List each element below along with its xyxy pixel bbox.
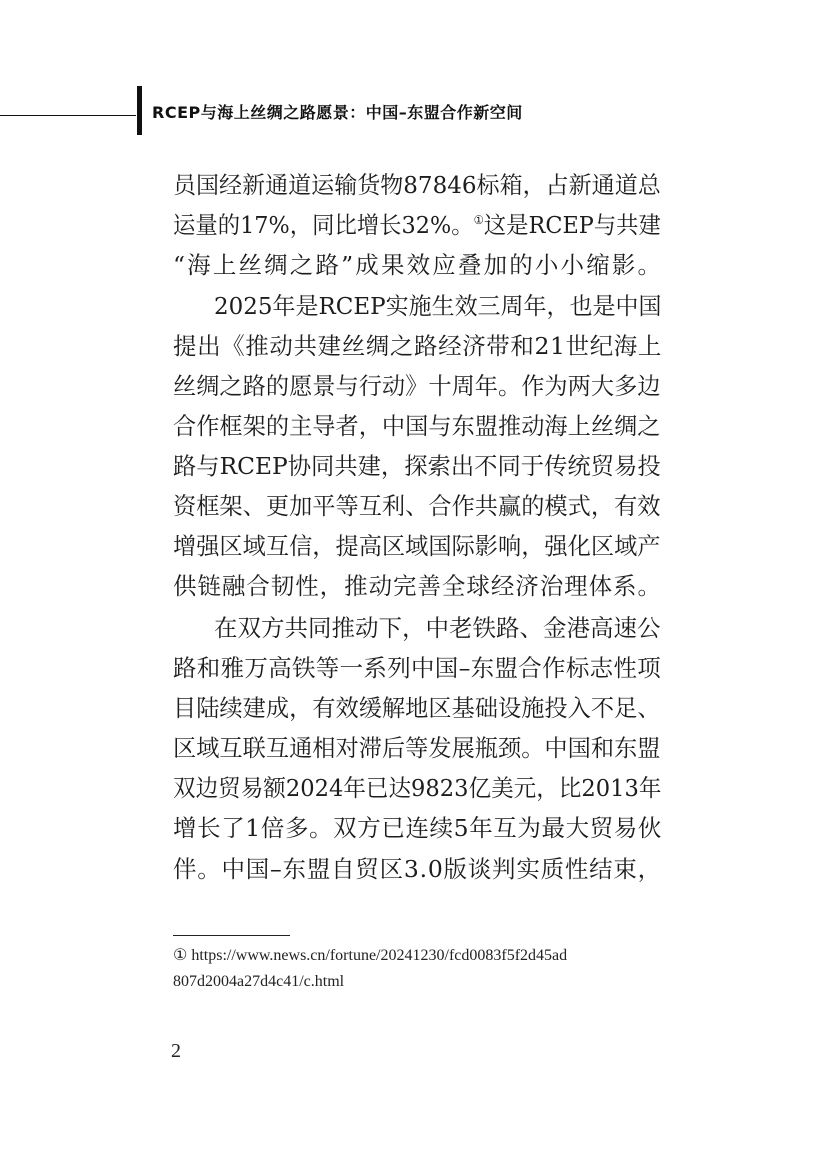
- footnote-url-part2[interactable]: 807d2004a27d4c41/c.html: [173, 973, 345, 990]
- text-segment: 运量的17%，同比增长32%。: [173, 211, 474, 239]
- footnote-rule: [173, 935, 290, 936]
- text-line: 区域互联互通相对滞后等发展瓶颈。中国和东盟: [173, 734, 661, 762]
- running-header-title: RCEP与海上丝绸之路愿景：中国–东盟合作新空间: [152, 103, 523, 122]
- text-line: 增长了1倍多。双方已连续5年互为最大贸易伙: [173, 814, 663, 842]
- text-segment: 这是RCEP与共建: [483, 211, 661, 239]
- text-line: 路和雅万高铁等一系列中国–东盟合作标志性项: [173, 654, 662, 682]
- text-line: 目陆续建成，有效缓解地区基础设施投入不足、: [173, 694, 661, 722]
- text-line: 在双方共同推动下，中老铁路、金港高速公: [214, 614, 661, 642]
- text-line: 员国经新通道运输货物87846标箱，占新通道总: [173, 171, 661, 199]
- text-line: 2025年是RCEP实施生效三周年，也是中国: [214, 292, 662, 320]
- page-number: 2: [171, 1040, 181, 1062]
- text-line: 供链融合韧性，推动完善全球经济治理体系。: [173, 572, 662, 600]
- text-line: 丝绸之路的愿景与行动》十周年。作为两大多边: [173, 372, 661, 400]
- footnote-marker-inline[interactable]: ①: [473, 213, 484, 228]
- text-line: 提出《推动共建丝绸之路经济带和21世纪海上: [173, 332, 663, 360]
- text-line: 双边贸易额2024年已达9823亿美元，比2013年: [173, 774, 662, 802]
- text-line: 伴。中国–东盟自贸区3.0版谈判实质性结束，: [173, 855, 662, 883]
- footnote-continued: [173, 969, 663, 995]
- header-rule: [0, 115, 136, 116]
- footnote-marker: ①: [173, 947, 188, 964]
- header-bar: [137, 86, 142, 135]
- text-line: 增强区域互信，提高区域国际影响，强化区域产: [173, 532, 661, 560]
- text-line: 路与RCEP协同共建，探索出不同于传统贸易投: [173, 452, 661, 480]
- text-line: [173, 205, 661, 245]
- footnote-url-part1[interactable]: https://www.news.cn/fortune/20241230/fcd0083f5f2d45ad: [191, 947, 568, 964]
- text-line: “海上丝绸之路”成果效应叠加的小小缩影。: [173, 251, 664, 279]
- footnote: [173, 943, 663, 969]
- text-line: 合作框架的主导者，中国与东盟推动海上丝绸之: [173, 412, 661, 440]
- text-line: 资框架、更加平等互利、合作共赢的模式，有效: [173, 492, 661, 520]
